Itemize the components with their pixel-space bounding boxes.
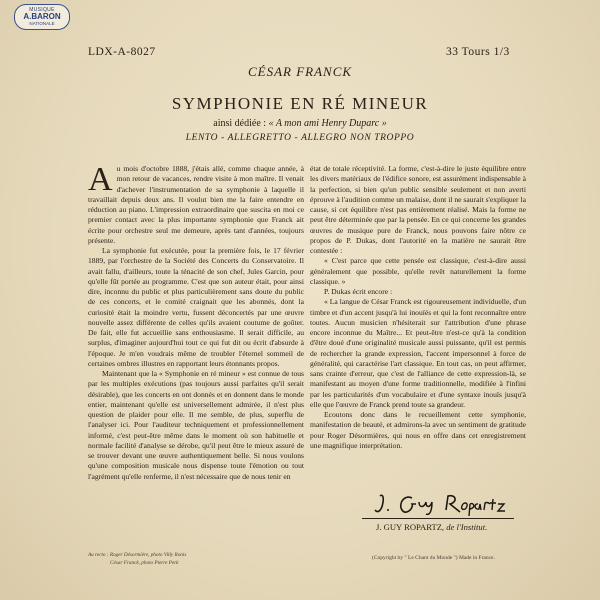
dedication-prefix: ainsi dédiée : <box>213 118 267 129</box>
dedication-text: « A mon ami Henry Duparc » <box>268 118 387 129</box>
paragraph: Au mois d'octobre 1888, j'étais allé, comme chaque année, à mon retour de vacances, rendre visite à mon maître. Il venait d'achever l'instrumentation de sa symphonie à laquelle il travaillait depuis deux ans. Il voulut bien me la faire entendre en réduction au piano. L'impression extraordinaire que suscita en moi ce premier contact avec la plus importante symphonie que Franck ait écrite pour orchestre seul me demeure, après tant d'années, toujours présente. <box>88 161 304 245</box>
logo-top-text: MUSIQUE <box>29 7 55 13</box>
composer-name: CÉSAR FRANCK <box>247 64 353 79</box>
paragraph: état de totale réceptivité. La forme, c'est-à-dire le juste équilibre entre les divers matériaux de l'édifice sonore, est assurément indispensable à la perfection, si bien qu'un public sensible seulement et non averti éprouve à l'audition comme un malaise, dont il ne saurait s'expliquer la cause, si cet équilibre n'est pas entièrement réalisé. Mais la forme ne peut être déterminée que par la pensée. En ce qui concerne les grandes œuvres de musique pure de Franck, nous pouvons faire nôtre ce propos de P. Dukas, dont l'autorité en la matière ne saurait être contestée : <box>310 164 526 255</box>
right-column <box>310 164 526 451</box>
quote-paragraph: « C'est parce que cette pensée est classique, c'est-à-dire aussi généralement que possible, qu'elle revêt naturellement la forme classique. » <box>310 256 526 286</box>
label-logo <box>14 4 70 30</box>
copyright-notice: (Copyright by " Le Chant du Monde ") Made in France. <box>372 555 495 561</box>
signature-name <box>376 522 487 532</box>
paragraph: La symphonie fut exécutée, pour la première fois, le 17 février 1889, par l'orchestre de la Société des Concerts du Conservatoire. Il avait fallu, d'ailleurs, toute la ténacité de son chef, Jules Garcin, pour qu'elle fût portée au programme. C'est que son auteur était, pour ainsi dire, inconnu du public et plus particulièrement sans doute du public de ces concerts, et le comité craignait que les abonnés, dont la curiosité était la moindre vertu, fussent déconcertés par une œuvre nouvelle assez différente de celles qu'ils avaient coutume de goûter. De fait, elle fut accueillie sans enthousiasme. Il serait difficile, au surplus, d'imaginer aujourd'hui tout ce qui fut dit ou écrit d'absurde à l'époque. Je m'en voudrais même de troubler l'éternel sommeil de certaines ombres illustres en rapportant leurs étonnants propos. <box>88 246 304 368</box>
speed-label: 33 Tours 1/3 <box>446 46 510 58</box>
quote-paragraph: « La langue de César Franck est rigoureusement individuelle, d'un timbre et d'un accent jusqu'à lui inouïés et qui la font reconnaître entre toutes. Aucun musicien n'hésiterait sur l'attribution d'une phrase encore inconnue du Maître... Et peut-être n'est-ce qu'à la condition d'être doué d'une originalité musicale aussi puissante, qu'il est permis de rechercher la grande expression, l'accent impersonnel à force de généralité, qui caractérise l'art classique. En tout cas, on peut affirmer, sans crainte d'erreur, que c'est de l'alliance de cette expression-là, se manifestant au moyen d'une forme traditionnelle, modifiée à l'infini par les particularités d'un vocabulaire et d'une syntaxe inouïs jusqu'à elle que l'œuvre de Franck prend toute sa grandeur. <box>310 297 526 409</box>
tempo-markings: LENTO - ALLEGRETTO - ALLEGRO NON TROPPO <box>185 133 415 143</box>
logo-bottom-text: NATIONALE <box>29 21 55 26</box>
author-title: de l'Institut. <box>446 522 488 532</box>
dedication <box>0 118 600 129</box>
credit-line: Au recto : Roger Désormière, photo Villy Ronis <box>88 552 187 558</box>
catalog-number: LDX-A-8027 <box>88 46 156 58</box>
paragraph: P. Dukas écrit encore : <box>324 287 393 296</box>
photo-credits <box>88 552 186 567</box>
logo-name: A.BARON <box>23 12 61 21</box>
paragraph: Ecoutons donc dans le recueillement cette symphonie, manifestation de beauté, et admirons-la avec un sentiment de gratitude pour Roger Désormières, qui nous en offre dans cet enregistrement une magnifique interprétation. <box>310 410 526 450</box>
left-column <box>88 161 304 482</box>
credit-line: César Franck, photo Pierre Petit <box>110 559 179 566</box>
signature-rule <box>362 518 514 519</box>
author-name: J. GUY ROPARTZ, <box>376 522 445 532</box>
paragraph: Maintenant que la « Symphonie en ré mineur » est connue de tous par les multiples exécutions (pas toujours aussi parfaites qu'il serait désirable), que les concerts en ont donnés et en donnent dans le monde entier, maintenant qu'elle est universellement admirée, il n'est plus question de plaider pour elle. Il me semble, de plus, superflu de l'analyser ici. Pour l'auditeur techniquement et professionnellement informé, c'est peut-être même dans le moment où son habituelle et normale facilité d'analyse se dérobe, qu'il peut être le mieux assuré de se trouver devant une œuvre authentiquement belle. Si nous voulons qu'une composition musicale nous dispense toute l'émotion ou tout l'agrément qu'elle renferme, il n'est nécessaire que de nous tenir en <box>88 369 304 481</box>
work-title: SYMPHONIE EN RÉ MINEUR <box>171 94 429 113</box>
drop-cap: A <box>88 161 113 198</box>
